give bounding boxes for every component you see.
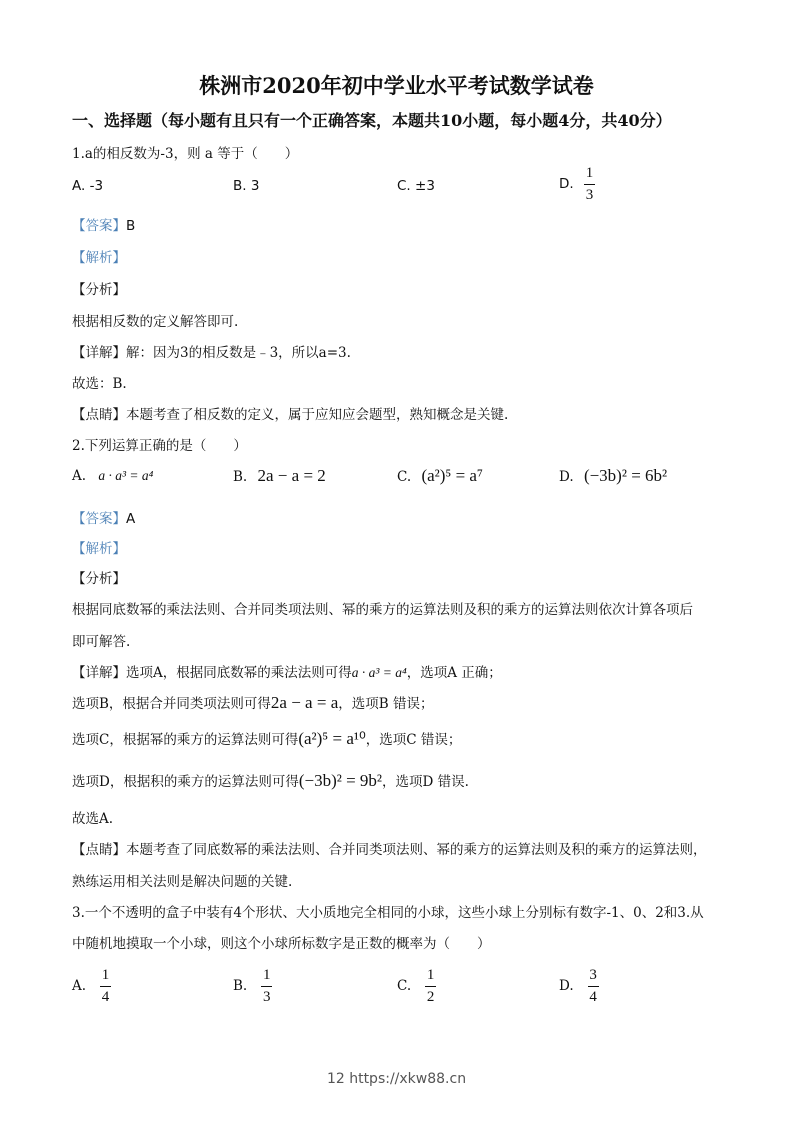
denominator: 3 [585,187,594,203]
q3-stem-line1: 3.一个不透明的盒子中装有4个形状、大小质地完全相同的小球，这些小球上分别标有数字-1、0、2和3.从 [72,905,704,921]
page-footer: 12 https://xkw88.cn [326,1071,467,1087]
detail-text: 选项B，根据合并同类项法则可得 [72,696,271,712]
option-math: 2a − a = 2 [257,466,326,485]
option-math: (a²)⁵ = a⁷ [421,466,483,485]
fraction [100,968,111,1005]
detail-text: ，选项C 错误； [365,732,462,748]
q1-stem: 1.a的相反数为-3，则 a 等于（ ） [72,146,299,162]
q1-fenxi-text: 根据相反数的定义解答即可. [72,314,239,330]
option-label: B. [233,978,248,994]
comment-label: 【点睛】 [72,407,126,423]
q2-option-c [397,466,483,486]
q2-fenxi-label: 【分析】 [72,571,126,587]
detail-label: 【详解】 [72,345,126,361]
fraction [584,166,595,203]
q1-detail [72,341,351,361]
fraction [588,968,599,1005]
page-title: 株洲市2020年初中学业水平考试数学试卷 [199,73,594,98]
numerator: 1 [426,967,435,983]
q2-detail-d [72,770,469,791]
detail-math: (−3b)² = 9b² [298,771,383,790]
q2-fenxi-line1: 根据同底数幂的乘法法则、合并同类项法则、幂的乘方的运算法则及积的乘方的运算法则依次计算各项后 [72,602,693,618]
answer-label: 【答案】 [72,511,126,527]
q1-option-b: B. 3 [233,178,260,194]
denominator: 4 [101,989,110,1005]
answer-value: B [126,218,136,234]
q2-option-b [233,466,326,486]
detail-text: 选项A，根据同底数幂的乘法法则可得 [126,665,352,681]
detail-text: 解：因为3的相反数是﹣3，所以a=3. [126,345,351,361]
detail-math: 2a − a = a [270,693,339,712]
q2-option-d [559,466,667,486]
option-label: A. [72,978,87,994]
q3-option-c [397,968,436,1005]
detail-text: ，选项B 错误； [338,696,434,712]
detail-text: ，选项A 正确； [406,665,502,681]
answer-value: A [126,511,136,527]
q2-option-a [72,468,153,484]
denominator: 2 [426,989,435,1005]
q2-detail-a [72,661,502,681]
q2-analysis-label: 【解析】 [72,541,126,557]
section-heading: 一、选择题（每小题有且只有一个正确答案，本题共10小题，每小题4分，共40分） [72,111,672,130]
q3-option-a [72,968,111,1005]
comment-text: 本题考查了同底数幂的乘法法则、合并同类项法则、幂的乘方的运算法则及积的乘方的运算法则， [126,842,707,858]
numerator: 3 [589,967,597,983]
q2-detail-c [72,728,461,749]
answer-label: 【答案】 [72,218,126,234]
option-label: C. [397,978,412,994]
q2-stem: 2.下列运算正确的是（ ） [72,438,247,454]
detail-text: ，选项D 错误. [382,774,469,790]
q1-choose: 故选：B. [72,376,127,392]
q1-option-a: A. -3 [72,178,104,194]
q1-comment [72,403,508,423]
fraction [425,968,436,1005]
option-label: C. [397,469,412,485]
q2-comment-line1 [72,838,707,858]
fraction [261,968,272,1005]
option-label: D. [559,469,574,485]
option-label: D. [559,978,574,994]
q3-stem-line2: 中随机地摸取一个小球，则这个小球所标数字是正数的概率为（ ） [72,936,491,952]
detail-math: a · a³ = a⁴ [351,665,407,680]
q1-fenxi-label: 【分析】 [72,282,126,298]
comment-label: 【点睛】 [72,842,126,858]
q1-option-d [559,166,595,203]
q2-detail-b [72,692,433,713]
comment-text: 本题考查了相反数的定义，属于应知应会题型，熟知概念是关键. [126,407,509,423]
option-label: B. [233,469,248,485]
q3-option-b [233,968,272,1005]
q2-comment-line2: 熟练运用相关法则是解决问题的关键. [72,874,293,890]
q1-analysis-label: 【解析】 [72,250,126,266]
numerator: 1 [262,967,271,983]
detail-label: 【详解】 [72,665,126,681]
q1-option-c: C. ±3 [397,178,435,194]
detail-text: 选项D，根据积的乘方的运算法则可得 [72,774,299,790]
detail-math: (a²)⁵ = a¹⁰ [298,729,366,748]
q2-answer [72,507,135,527]
option-math: (−3b)² = 6b² [583,466,668,485]
detail-text: 选项C，根据幂的乘方的运算法则可得 [72,732,299,748]
q2-choose: 故选A. [72,811,114,827]
q3-option-d [559,968,599,1005]
option-label: A. [72,468,87,484]
q1-answer [72,214,135,234]
denominator: 4 [589,989,597,1005]
q2-fenxi-line2: 即可解答. [72,634,131,650]
numerator: 1 [585,165,594,181]
denominator: 3 [262,989,271,1005]
option-math: a · a³ = a⁴ [98,468,154,483]
numerator: 1 [101,967,110,983]
option-label: D. [559,176,574,192]
